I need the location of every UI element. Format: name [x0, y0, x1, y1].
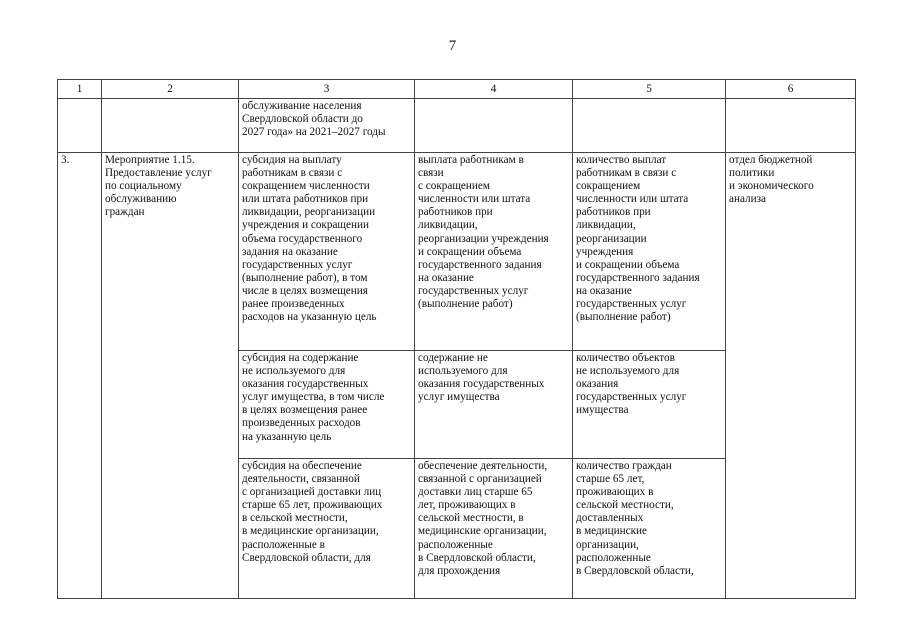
- table-header-row: [58, 80, 856, 99]
- empty-cell: [415, 99, 573, 153]
- result-cell: содержание не используемого для оказания государственных услуг имущества: [415, 351, 573, 459]
- empty-cell: [726, 99, 856, 153]
- indicator-cell: количество объектов не используемого для оказания государственных услуг имущества: [573, 351, 726, 459]
- header-cell-1: 1: [58, 80, 102, 99]
- activities-table: [57, 79, 856, 599]
- indicator-cell: количество граждан старше 65 лет, проживающих в сельской местности, доставленных в медицинские организации, расположенные в Свердловской области,: [573, 459, 726, 599]
- empty-cell: [58, 99, 102, 153]
- purpose-cell: субсидия на содержание не используемого для оказания государственных услуг имущества, в том числе в целях возмещения ранее произведенных расходов на указанную цель: [239, 351, 415, 459]
- header-cell-2: 2: [102, 80, 239, 99]
- purpose-cell: субсидия на выплату работникам в связи с сокращением численности или штата работников при ликвидации, реорганизации учреждения и сокращении объема государственного задания на оказание государственных услуг (выполнение работ), в том числе в целях возмещения ранее произведенных расходов на указанную цель: [239, 153, 415, 351]
- activity-cell: Мероприятие 1.15. Предоставление услуг по социальному обслуживанию граждан: [102, 153, 239, 599]
- page-number: 7: [448, 38, 457, 54]
- result-cell: обеспечение деятельности, связанной с организацией доставки лиц старше 65 лет, проживающих в сельской местности, в медицинские организации, расположенные в Свердловской области, для прохождения: [415, 459, 573, 599]
- header-cell-5: 5: [573, 80, 726, 99]
- result-cell: выплата работникам в связи с сокращением численности или штата работников при ликвидации, реорганизации учреждения и сокращении объема государственного задания на оказание государственных услуг (выполнение работ): [415, 153, 573, 351]
- table-row: [58, 153, 856, 351]
- continuation-row: [58, 99, 856, 153]
- responsible-cell: отдел бюджетной политики и экономического анализа: [726, 153, 856, 599]
- row-number-cell: 3.: [58, 153, 102, 599]
- purpose-cell: субсидия на обеспечение деятельности, связанной с организацией доставки лиц старше 65 лет, проживающих в сельской местности, в медицинские организации, расположенные в Свердловской области, для: [239, 459, 415, 599]
- indicator-cell: количество выплат работникам в связи с сокращением численности или штата работников при ликвидации, реорганизации учреждения и сокращении объема государственного задания на оказание государственных услуг (выполнение работ): [573, 153, 726, 351]
- header-cell-6: 6: [726, 80, 856, 99]
- header-cell-4: 4: [415, 80, 573, 99]
- continued-purpose-cell: обслуживание населения Свердловской области до 2027 года» на 2021–2027 годы: [239, 99, 415, 153]
- empty-cell: [102, 99, 239, 153]
- header-cell-3: 3: [239, 80, 415, 99]
- empty-cell: [573, 99, 726, 153]
